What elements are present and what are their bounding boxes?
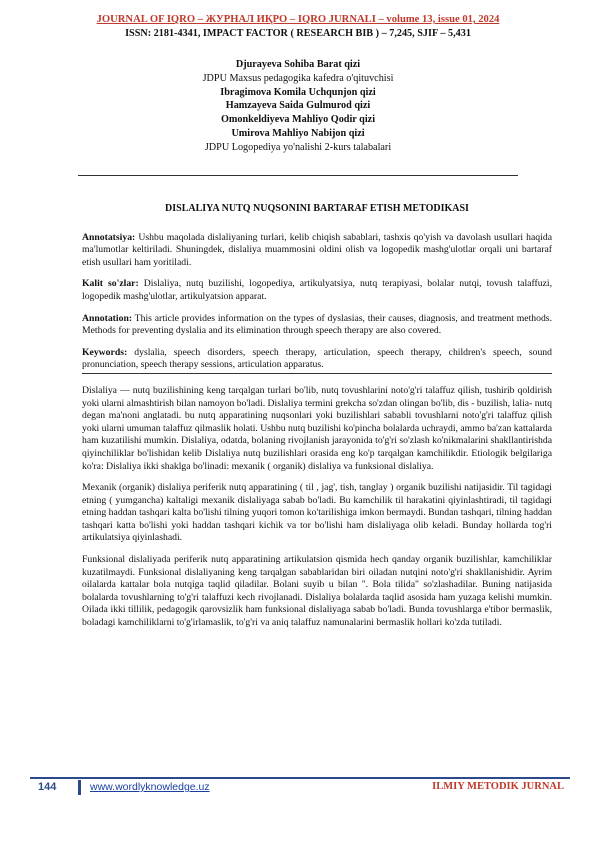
author-name: Omonkeldiyeva Mahliyo Qodir qizi xyxy=(220,114,376,126)
article-body xyxy=(82,203,552,639)
author-affiliation: JDPU Maxsus pedagogika kafedra o'qituvchisi xyxy=(202,72,394,84)
keywords-en-text: dyslalia, speech disorders, speech therapy, articulation, speech therapy, children's speech, sound pronunciation, speech therapy sessions, articulation apparatus. xyxy=(82,346,552,371)
annotation-uz xyxy=(82,232,552,270)
footer-bar xyxy=(78,780,81,795)
page-footer xyxy=(30,780,570,796)
author-affiliation: JDPU Logopediya yo'nalishi 2-kurs talabalari xyxy=(204,141,392,153)
keywords-uz-label: Kalit so'zlar: xyxy=(82,278,139,290)
body-paragraph: Funksional dislaliyada periferik nutq apparatining artikulatsion qismida hech qanday organik buzilishlar, kamchiliklar kuzatilmaydi. Funksional dislaliyaning keng tarqalgan sabablaridan biri oiladan nutqini noto'g'ri shakllanishidir. Ayrim oilalarda kattalar bola nutqiga taqlid qiladilar. Bolani suyib u bilan ". Bola tilida" so'zlashadilar. Buning natijasida bolalarda tovushlarning to'g'ri talaffuzi kech rivojlanadi. Dislaliya bolalarda taqlid asosida ham yuzaga kelishi mumkin. Oilada ikki tillilik, pedagogik qarovsizlik ham funksional dislaliyaga sabab bo'ladi. Bunda tovushlarga e'tibor bermaslik, boladagi kamchiliklarni to'g'irlamaslik, to'g'ri va aniq talaffuz namunalarini bermaslik hollari ko'zda tutiladi. xyxy=(82,554,552,629)
authors-block xyxy=(0,58,596,155)
annotation-en-label: Annotation: xyxy=(82,312,133,324)
footer-divider xyxy=(30,777,570,779)
keywords-en xyxy=(82,347,552,374)
annotation-uz-text: Ushbu maqolada dislaliyaning turlari, kelib chiqish sabablari, tashxis qo'yish va davolash usullari haqida ma'lumotlar keltiriladi. Shuningdek, dislaliya muammosini oldini olish va logopedik mashg'ulotlar orqali uni bartaraf etish usullari ham yoritiladi. xyxy=(82,231,552,268)
keywords-uz xyxy=(82,278,552,303)
website-link[interactable]: www.wordlyknowledge.uz xyxy=(90,781,210,793)
annotation-uz-label: Annotatsiya: xyxy=(82,231,136,243)
annotation-en xyxy=(82,313,552,338)
body-paragraph: Mexanik (organik) dislaliya periferik nutq apparatining ( til , jag', tish, tanglay ) organik buzilishi natijasidir. Til tagidagi etning ( yumgancha) kaltaligi mexanik dislaliyaga sabab bo'ladi. Bu kamchilik til harakatini qiyinlashtiradi, til tagidagi etning haddan tashqari kalta bo'lishi tilning yuqori tomon ko'tarilishiga imkon bermaydi. Bundan tashqari, tilning haddan tashqari katta bo'lishi yoki haddan tashqari kichik va tor bo'lishi ham dislaliyaga olib keladi. Bunday hollarda tog'ri artikulatsiya qiyinlashadi. xyxy=(82,482,552,544)
body-paragraph: Dislaliya — nutq buzilishining keng tarqalgan turlari bo'lib, nutq tovushlarini noto'g'ri talaffuz qilish, tushirib qoldirish yoki ularni almashtirish bilan namoyon bo'ladi. Dislaliya termini grekcha so'zdan olingan bo'lib, dis - buzilish, lalia- nutq degan ma'noni anglatadi. bu nutq apparatining nuqsonlari yoki buzilishlari sababli tovushlarni noto'g'ri talaffuz qilish yoki ularni umuman talaffuz qilmaslik holati. Ushbu nutq buzilishi ko'pincha bolalarda uchraydi, ammo ba'zan kattalarda ham kuzatilishi mumkin. Dislaliya, odatda, bolaning rivojlanish jarayonida to'g'ri so'zlash ko'nikmalarini shakllantirishda qiyinchiliklar bo'lishidan kelib Dislaliya nutq buzilishlari orasida eng ko'p tarqalgan kamchilikdir. Etiologik belgilariga ko'ra: Dislaliya ikki shaklga bo'linadi: mexanik ( organik) dislaliya va funksional dislaliya. xyxy=(82,384,552,472)
page-number: 144 xyxy=(38,781,57,793)
header-divider xyxy=(78,175,518,176)
annotation-en-text: This article provides information on the types of dyslasias, their causes, diagnosis, and treatment methods. Methods for preventing dyslalia and its elimination through speech therapy are also covered. xyxy=(82,312,552,337)
author-name: Umirova Mahliyo Nabijon qizi xyxy=(231,127,365,139)
author-name: Djurayeva Sohiba Barat qizi xyxy=(235,59,361,70)
journal-header: JOURNAL OF IQRO – ЖУРНАЛ ИҚРО – IQRO JURNALI – volume 13, issue 01, 2024 xyxy=(96,14,500,25)
issn-line: ISSN: 2181-4341, IMPACT FACTOR ( RESEARCH BIB ) – 7,245, SJIF – 5,431 xyxy=(125,28,471,39)
article-title: DISLALIYA NUTQ NUQSONINI BARTARAF ETISH METODIKASI xyxy=(165,203,469,214)
journal-name: ILMIY METODIK JURNAL xyxy=(432,781,564,792)
keywords-en-label: Keywords: xyxy=(82,346,128,358)
keywords-uz-text: Dislaliya, nutq buzilishi, logopediya, artikulyatsiya, nutq terapiyasi, bolalar nutqi, tovush talaffuzi, logopedik mashg'ulotlar, artikulyatsion apparat. xyxy=(82,278,553,302)
author-name: Hamzayeva Saida Gulmurod qizi xyxy=(225,100,371,112)
author-name: Ibragimova Komila Uchqunjon qizi xyxy=(220,86,376,98)
